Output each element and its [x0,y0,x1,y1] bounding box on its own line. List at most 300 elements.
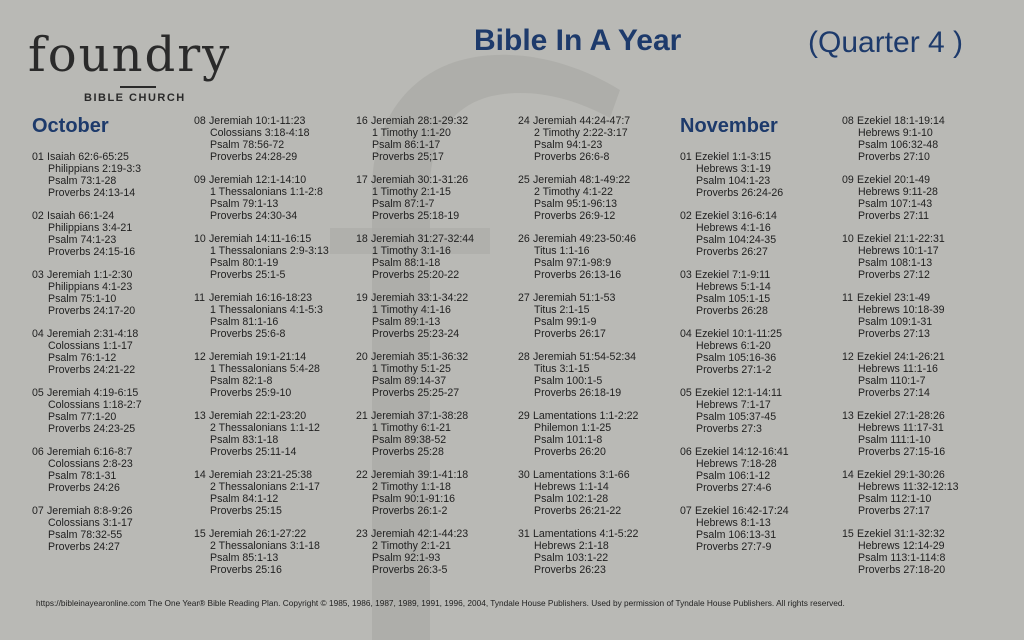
reading-entry [842,410,1002,458]
passage: Proverbs 25:16 [210,564,282,576]
passage: 1 Thessalonians 2:9-3:13 [210,245,329,257]
passage: Jeremiah 42:1-44:23 [371,528,469,540]
reading-entry [356,292,516,340]
passage: Proverbs 26:24-26 [696,187,784,199]
passage: Titus 1:1-16 [534,245,590,257]
passage: Proverbs 26:28 [696,305,768,317]
passage: Psalm 78:1-31 [48,470,117,482]
reading-day-row [32,328,192,340]
passage: Hebrews 2:1-18 [534,540,609,552]
passage: Hebrews 7:1-17 [696,399,771,411]
passage: Jeremiah 31:27-32:44 [371,233,475,245]
passage: Hebrews 5:1-14 [696,281,771,293]
reading-entry [32,446,192,494]
passage: Hebrews 11:17-31 [858,422,944,434]
reading-entry [680,269,840,317]
passage: Ezekiel 31:1-32:32 [857,528,945,540]
passage: Titus 3:1-15 [534,363,590,375]
reading-entry [194,528,354,576]
reading-day-row [842,469,1002,481]
passage: Psalm 111:1-10 [858,434,931,446]
passage: Psalm 80:1-19 [210,257,279,269]
day-number: 08 [842,115,854,127]
passage: Hebrews 12:14-29 [858,540,945,552]
passage: 1 Thessalonians 5:4-28 [210,363,320,375]
passage: Psalm 112:1-10 [858,493,932,505]
day-number: 25 [518,174,530,186]
passage: Proverbs 24:30-34 [210,210,298,222]
day-number: 02 [32,210,44,222]
passage: Jeremiah 51:54-52:34 [533,351,637,363]
reading-entry [356,233,516,281]
passage: Isaiah 62:6-65:25 [47,151,129,163]
passage: Psalm 100:1-5 [534,375,603,387]
passage: Hebrews 7:18-28 [696,458,777,470]
reading-column-1 [32,151,192,564]
reading-day-row [518,174,678,186]
passage: Proverbs 24:21-22 [48,364,136,376]
passage: Proverbs 25:28 [372,446,444,458]
day-number: 09 [842,174,854,186]
day-number: 23 [356,528,368,540]
passage: Proverbs 25:20-22 [372,269,460,281]
day-number: 17 [356,174,368,186]
passage: Colossians 2:8-23 [48,458,133,470]
passage: Psalm 85:1-13 [210,552,279,564]
passage: Psalm 102:1-28 [534,493,609,505]
passage: Proverbs 25:18-19 [372,210,460,222]
passage: Jeremiah 14:11-16:15 [209,233,312,245]
passage: 2 Thessalonians 1:1-12 [210,422,320,434]
passage: Hebrews 11:1-16 [858,363,938,375]
reading-entry [680,210,840,258]
day-number: 24 [518,115,530,127]
reading-entry [32,269,192,317]
reading-day-row [194,233,354,245]
passage: Psalm 73:1-28 [48,175,117,187]
day-number: 08 [194,115,206,127]
reading-column-2 [194,115,354,587]
reading-day-row [194,351,354,363]
passage: 2 Timothy 4:1-22 [534,186,613,198]
passage: Philippians 4:1-23 [48,281,133,293]
passage: Proverbs 27:14 [858,387,930,399]
passage: Proverbs 27:12 [858,269,930,281]
reading-day-row [194,115,354,127]
reading-day-row [194,410,354,422]
reading-entry [518,351,678,399]
passage: Hebrews 9:1-10 [858,127,933,139]
passage: Hebrews 3:1-19 [696,163,771,175]
reading-entry [680,446,840,494]
passage: Proverbs 26:9-12 [534,210,616,222]
passage: 1 Thessalonians 4:1-5:3 [210,304,323,316]
passage: Proverbs 24:23-25 [48,423,136,435]
passage: Proverbs 27:13 [858,328,930,340]
passage: Ezekiel 1:1-3:15 [695,151,771,163]
passage: Hebrews 4:1-16 [696,222,771,234]
day-number: 05 [32,387,44,399]
passage: Proverbs 27:17 [858,505,930,517]
passage: Psalm 105:1-15 [696,293,771,305]
day-number: 30 [518,469,530,481]
passage: Psalm 78:56-72 [210,139,285,151]
passage: Jeremiah 23:21-25:38 [209,469,313,481]
passage: Jeremiah 2:31-4:18 [47,328,139,340]
passage: Ezekiel 12:1-14:11 [695,387,782,399]
passage: Proverbs 27:15-16 [858,446,946,458]
passage: Hebrews 1:1-14 [534,481,609,493]
reading-day-row [518,233,678,245]
passage: Ezekiel 23:1-49 [857,292,931,304]
reading-entry [680,151,840,199]
day-number: 31 [518,528,530,540]
reading-day-row [32,151,192,163]
passage: Jeremiah 51:1-53 [533,292,616,304]
reading-entry [842,469,1002,517]
day-number: 01 [680,151,692,163]
passage: Hebrews 6:1-20 [696,340,771,352]
day-number: 05 [680,387,692,399]
month-heading-october: October [32,115,109,137]
passage: Psalm 101:1-8 [534,434,603,446]
passage: Proverbs 24:17-20 [48,305,136,317]
reading-entry [356,351,516,399]
passage: Lamentations 4:1-5:22 [533,528,639,540]
passage: Proverbs 27:1-2 [696,364,772,376]
reading-day-row [356,115,516,127]
passage: Titus 2:1-15 [534,304,590,316]
reading-day-row [194,528,354,540]
reading-entry [356,174,516,222]
passage: Ezekiel 16:42-17:24 [695,505,789,517]
passage: Psalm 92:1-93 [372,552,441,564]
passage: Ezekiel 21:1-22:31 [857,233,945,245]
passage: Ezekiel 29:1-30:26 [857,469,945,481]
passage: Proverbs 26:1-2 [372,505,448,517]
passage: Jeremiah 10:1-11:23 [209,115,306,127]
passage: Psalm 99:1-9 [534,316,597,328]
reading-day-row [842,528,1002,540]
passage: Psalm 79:1-13 [210,198,279,210]
reading-day-row [518,351,678,363]
day-number: 03 [680,269,692,281]
day-number: 22 [356,469,368,481]
reading-day-row [32,505,192,517]
reading-day-row [518,115,678,127]
reading-day-row [842,351,1002,363]
reading-entry [842,115,1002,163]
passage: Jeremiah 16:16-18:23 [209,292,313,304]
reading-day-row [842,174,1002,186]
passage: 2 Thessalonians 3:1-18 [210,540,320,552]
day-number: 03 [32,269,44,281]
day-number: 14 [842,469,854,481]
reading-day-row [32,387,192,399]
passage: 2 Timothy 1:1-18 [372,481,451,493]
reading-entry [518,469,678,517]
passage: Psalm 89:1-13 [372,316,441,328]
reading-day-row [356,233,516,245]
passage: Ezekiel 7:1-9:11 [695,269,771,281]
passage: Psalm 84:1-12 [210,493,279,505]
reading-day-row [356,469,516,481]
passage: 1 Timothy 5:1-25 [372,363,451,375]
reading-entry [194,410,354,458]
passage: Proverbs 27:18-20 [858,564,946,576]
reading-column-5 [680,151,840,564]
passage: Proverbs 26:20 [534,446,606,458]
passage: Proverbs 25:9-10 [210,387,292,399]
passage: Colossians 1:1-17 [48,340,133,352]
passage: Proverbs 26:18-19 [534,387,622,399]
reading-day-row [356,410,516,422]
reading-day-row [356,292,516,304]
reading-day-row [356,174,516,186]
passage: Psalm 74:1-23 [48,234,117,246]
passage: Psalm 97:1-98:9 [534,257,612,269]
passage: Proverbs 24:15-16 [48,246,136,258]
day-number: 15 [842,528,854,540]
reading-column-4 [518,115,678,587]
day-number: 13 [194,410,206,422]
passage: Philippians 2:19-3:3 [48,163,142,175]
reading-entry [194,351,354,399]
passage: Ezekiel 18:1-19:14 [857,115,945,127]
passage: Psalm 109:1-31 [858,316,933,328]
day-number: 10 [842,233,854,245]
passage: Psalm 83:1-18 [210,434,279,446]
reading-entry [518,233,678,281]
reading-entry [680,505,840,553]
passage: Psalm 76:1-12 [48,352,117,364]
reading-day-row [194,469,354,481]
passage: Ezekiel 3:16-6:14 [695,210,777,222]
passage: Jeremiah 39:1-41:18 [371,469,469,481]
reading-day-row [680,151,840,163]
reading-day-row [842,292,1002,304]
passage: 2 Timothy 2:1-21 [372,540,451,552]
day-number: 12 [842,351,854,363]
day-number: 19 [356,292,368,304]
reading-entry [32,505,192,553]
reading-day-row [194,292,354,304]
passage: Jeremiah 6:16-8:7 [47,446,133,458]
passage: Proverbs 25:11-14 [210,446,297,458]
reading-entry [518,528,678,576]
passage: Ezekiel 20:1-49 [857,174,931,186]
page-title: Bible In A Year [474,24,682,57]
passage: 1 Timothy 1:1-20 [372,127,451,139]
passage: Proverbs 24:13-14 [48,187,136,199]
reading-day-row [194,174,354,186]
day-number: 16 [356,115,368,127]
reading-entry [194,469,354,517]
day-number: 13 [842,410,854,422]
day-number: 04 [32,328,44,340]
passage: Proverbs 26:6-8 [534,151,610,163]
logo-wordmark: foundry [28,27,232,83]
passage: Proverbs 27:3 [696,423,762,435]
reading-entry [32,210,192,258]
passage: Psalm 104:24-35 [696,234,777,246]
reading-entry [518,174,678,222]
day-number: 14 [194,469,206,481]
day-number: 06 [32,446,44,458]
reading-entry [842,528,1002,576]
passage: Proverbs 26:13-16 [534,269,622,281]
reading-day-row [680,505,840,517]
passage: Colossians 1:18-2:7 [48,399,142,411]
passage: Proverbs 27:11 [858,210,930,222]
passage: Psalm 77:1-20 [48,411,117,423]
passage: 1 Thessalonians 1:1-2:8 [210,186,323,198]
reading-day-row [518,469,678,481]
quarter-label: (Quarter 4 ) [808,26,964,59]
passage: Hebrews 9:11-28 [858,186,938,198]
passage: Psalm 104:1-23 [696,175,771,187]
passage: Proverbs 25:23-24 [372,328,460,340]
reading-entry [32,328,192,376]
day-number: 21 [356,410,368,422]
reading-entry [842,292,1002,340]
passage: Psalm 110:1-7 [858,375,926,387]
passage: Proverbs 26:3-5 [372,564,448,576]
day-number: 27 [518,292,530,304]
reading-entry [842,351,1002,399]
passage: Psalm 105:37-45 [696,411,777,423]
passage: Lamentations 1:1-2:22 [533,410,639,422]
passage: Proverbs 24:26 [48,482,120,494]
day-number: 20 [356,351,368,363]
passage: Proverbs 25;17 [372,151,444,163]
passage: Isaiah 66:1-24 [47,210,115,222]
passage: Jeremiah 48:1-49:22 [533,174,631,186]
reading-entry [194,233,354,281]
reading-entry [680,387,840,435]
passage: Jeremiah 12:1-14:10 [209,174,307,186]
passage: Colossians 3:18-4:18 [210,127,310,139]
day-number: 26 [518,233,530,245]
day-number: 02 [680,210,692,222]
reading-entry [194,174,354,222]
passage: 1 Timothy 6:1-21 [372,422,451,434]
passage: Jeremiah 19:1-21:14 [209,351,307,363]
passage: Psalm 89:38-52 [372,434,447,446]
reading-day-row [32,269,192,281]
passage: Proverbs 26:17 [534,328,606,340]
passage: Ezekiel 27:1-28:26 [857,410,945,422]
reading-day-row [32,446,192,458]
passage: Psalm 88:1-18 [372,257,441,269]
passage: Colossians 3:1-17 [48,517,133,529]
reading-day-row [680,328,840,340]
passage: Psalm 81:1-16 [210,316,279,328]
passage: Psalm 105:16-36 [696,352,777,364]
reading-day-row [518,528,678,540]
reading-day-row [32,210,192,222]
passage: Psalm 106:13-31 [696,529,777,541]
day-number: 07 [680,505,692,517]
reading-entry [32,387,192,435]
day-number: 07 [32,505,44,517]
reading-day-row [680,210,840,222]
passage: Psalm 86:1-17 [372,139,441,151]
copyright-footer: https://bibleinayearonline.com The One Year® Bible Reading Plan. Copyright © 1985, 1986, 1987, 1989, 1991, 1996, 2004, Tyndale House Publishers. Used by permission of Tyndale House Publishers. All rights reserved. [36,598,845,608]
passage: Jeremiah 33:1-34:22 [371,292,469,304]
logo-subtitle: BIBLE CHURCH [84,92,186,104]
day-number: 11 [194,292,205,304]
passage: Jeremiah 30:1-31:26 [371,174,469,186]
passage: Ezekiel 10:1-11:25 [695,328,782,340]
passage: Proverbs 27:7-9 [696,541,772,553]
month-heading-november: November [680,115,778,137]
passage: Proverbs 26:27 [696,246,768,258]
day-number: 12 [194,351,206,363]
passage: 2 Timothy 2:22-3:17 [534,127,628,139]
passage: 1 Timothy 2:1-15 [372,186,451,198]
passage: Psalm 89:14-37 [372,375,447,387]
passage: Jeremiah 1:1-2:30 [47,269,133,281]
day-number: 15 [194,528,206,540]
reading-entry [32,151,192,199]
reading-entry [194,115,354,163]
passage: Jeremiah 28:1-29:32 [371,115,469,127]
day-number: 06 [680,446,692,458]
reading-entry [680,328,840,376]
day-number: 18 [356,233,368,245]
reading-entry [356,469,516,517]
reading-column-3 [356,115,516,587]
reading-entry [518,292,678,340]
reading-entry [842,174,1002,222]
passage: Psalm 103:1-22 [534,552,609,564]
reading-entry [356,410,516,458]
day-number: 11 [842,292,853,304]
reading-day-row [680,446,840,458]
day-number: 04 [680,328,692,340]
passage: 1 Timothy 4:1-16 [372,304,451,316]
passage: Philemon 1:1-25 [534,422,612,434]
passage: Proverbs 24:28-29 [210,151,298,163]
passage: Psalm 107:1-43 [858,198,933,210]
day-number: 28 [518,351,530,363]
passage: Psalm 95:1-96:13 [534,198,618,210]
passage: Lamentations 3:1-66 [533,469,630,481]
reading-day-row [356,351,516,363]
passage: Jeremiah 37:1-38:28 [371,410,469,422]
passage: Hebrews 10:18-39 [858,304,945,316]
passage: Psalm 75:1-10 [48,293,117,305]
passage: Jeremiah 35:1-36:32 [371,351,469,363]
passage: 1 Timothy 3:1-16 [372,245,451,257]
reading-entry [518,410,678,458]
passage: Jeremiah 4:19-6:15 [47,387,139,399]
passage: Psalm 87:1-7 [372,198,435,210]
passage: Psalm 90:1-91:16 [372,493,456,505]
passage: Proverbs 25:1-5 [210,269,286,281]
passage: Psalm 113:1-114:8 [858,552,946,564]
passage: Proverbs 26:21-22 [534,505,622,517]
passage: 2 Thessalonians 2:1-17 [210,481,320,493]
passage: Jeremiah 22:1-23:20 [209,410,307,422]
passage: Psalm 78:32-55 [48,529,123,541]
passage: Jeremiah 26:1-27:22 [209,528,307,540]
reading-day-row [842,233,1002,245]
passage: Philippians 3:4-21 [48,222,133,234]
passage: Ezekiel 14:12-16:41 [695,446,789,458]
passage: Jeremiah 49:23-50:46 [533,233,637,245]
